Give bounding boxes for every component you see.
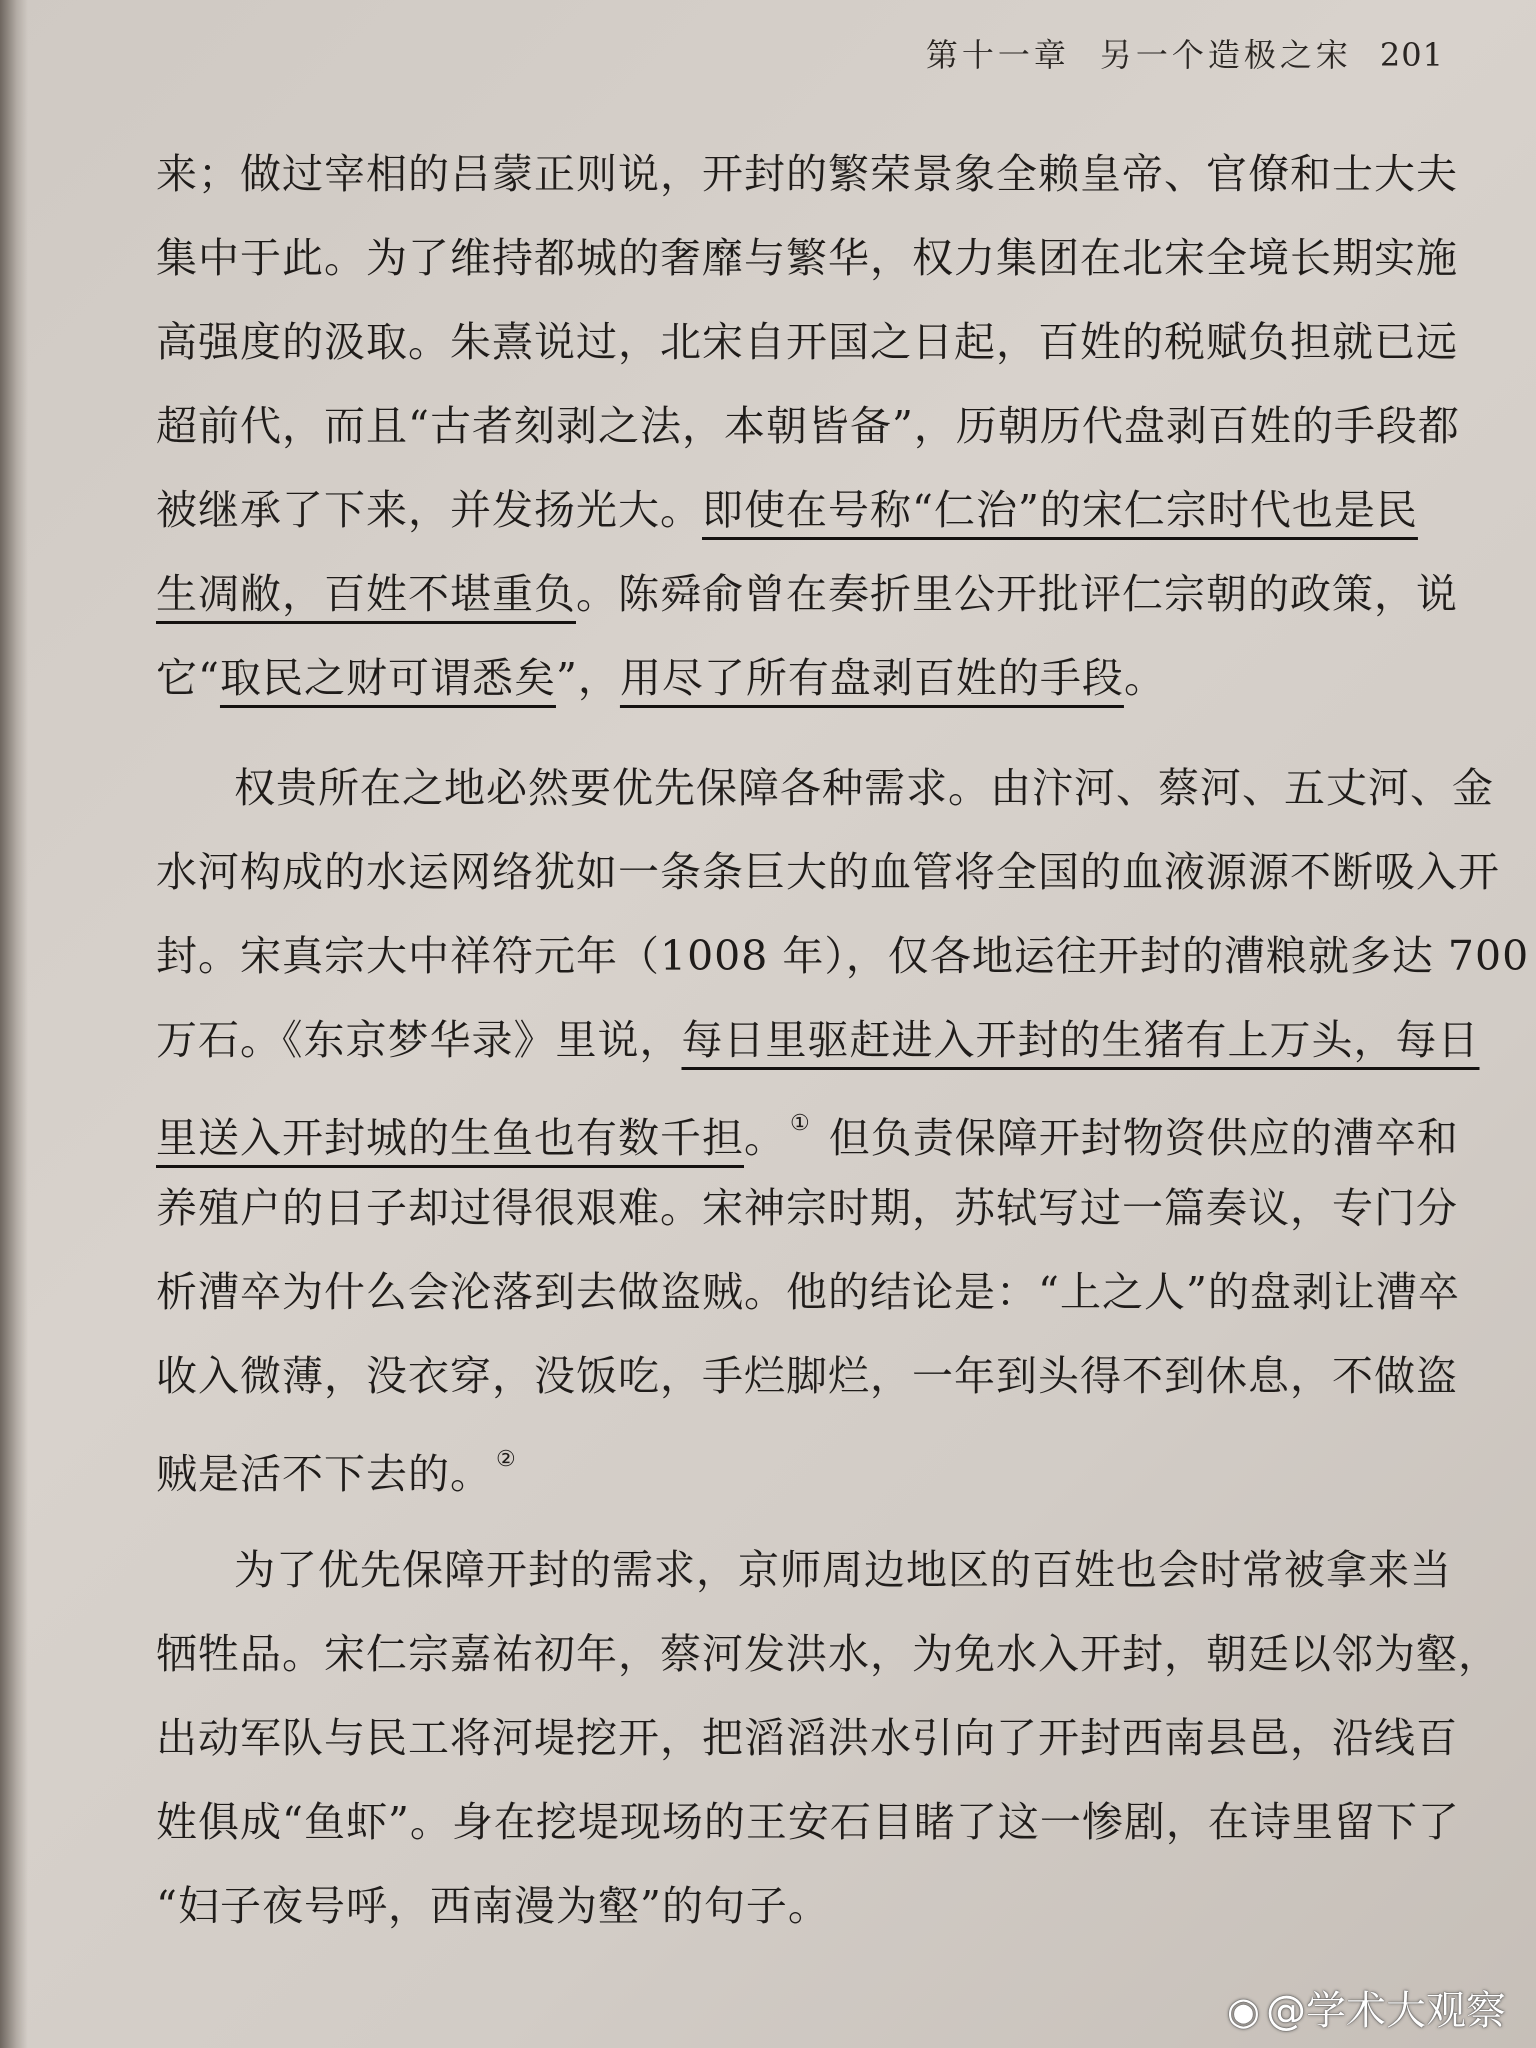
text-line: 万石。《东京梦华录》里说，每日里驱赶进入开封的生猪有上万头，每日	[156, 1016, 1480, 1064]
running-header	[926, 30, 1444, 76]
text-line: 析漕卒为什么会沦落到去做盗贼。他的结论是：“上之人”的盘剥让漕卒	[156, 1268, 1460, 1316]
footnote-marker[interactable]: ①	[790, 1111, 811, 1136]
weibo-logo-icon: ◉	[1226, 1989, 1260, 2033]
paragraph-start-line: 为了优先保障开封的需求，京师周边地区的百姓也会时常被拿来当	[234, 1546, 1452, 1594]
underlined-text: 取民之财可谓悉矣	[219, 654, 556, 702]
text-line: 超前代，而且“古者刻剥之法，本朝皆备”，历朝历代盘剥百姓的手段都	[156, 402, 1460, 450]
book-body-text	[156, 132, 1530, 1948]
book-spine-shadow	[0, 0, 28, 2048]
paragraph-start-line: 权贵所在之地必然要优先保障各种需求。由汴河、蔡河、五丈河、金	[234, 764, 1494, 812]
text-line: 封。宋真宗大中祥符元年（1008 年），仅各地运往开封的漕粮就多达 700	[156, 932, 1530, 980]
weibo-watermark	[1227, 1979, 1506, 2036]
text-line: 它“取民之财可谓悉矣”，用尽了所有盘剥百姓的手段。	[156, 654, 1166, 702]
chapter-title: 另一个造极之宋	[1099, 36, 1352, 74]
text-line: 集中于此。为了维持都城的奢靡与繁华，权力集团在北宋全境长期实施	[156, 234, 1458, 282]
watermark-text: @学术大观察	[1266, 1988, 1506, 2034]
underlined-text: 用尽了所有盘剥百姓的手段	[619, 654, 1124, 702]
underlined-text: 每日里驱赶进入开封的生猪有上万头，每日	[681, 1016, 1480, 1064]
text-line: 里送入开封城的生鱼也有数千担。 ① 但负责保障开封物资供应的漕卒和	[156, 1111, 1459, 1162]
underlined-text: 里送入开封城的生鱼也有数千担	[156, 1114, 744, 1162]
text-line: “妇子夜号呼，西南漫为壑”的句子。	[156, 1882, 830, 1930]
text-line: 来；做过宰相的吕蒙正则说，开封的繁荣景象全赖皇帝、官僚和士大夫	[156, 150, 1458, 198]
text-line: 被继承了下来，并发扬光大。即使在号称“仁治”的宋仁宗时代也是民	[156, 486, 1418, 534]
text-line: 养殖户的日子却过得很艰难。宋神宗时期，苏轼写过一篇奏议，专门分	[156, 1184, 1458, 1232]
text-line: 水河构成的水运网络犹如一条条巨大的血管将全国的血液源源不断吸入开	[156, 848, 1500, 896]
text-line: 牺牲品。宋仁宗嘉祐初年，蔡河发洪水，为免水入开封，朝廷以邻为壑，	[156, 1630, 1500, 1678]
text-line: 高强度的汲取。朱熹说过，北宋自开国之日起，百姓的税赋负担就已远	[156, 318, 1458, 366]
footnote-marker[interactable]: ②	[496, 1447, 517, 1472]
page-number: 201	[1379, 36, 1444, 74]
underlined-text: 生凋敝，百姓不堪重负	[156, 570, 576, 618]
chapter-number: 第十一章	[925, 36, 1070, 74]
text-line: 贼是活不下去的。 ②	[156, 1447, 517, 1498]
text-line: 姓俱成“鱼虾”。身在挖堤现场的王安石目睹了这一惨剧，在诗里留下了	[156, 1798, 1460, 1846]
text-line: 收入微薄，没衣穿，没饭吃，手烂脚烂，一年到头得不到休息，不做盗	[156, 1352, 1458, 1400]
text-line: 生凋敝，百姓不堪重负。陈舜俞曾在奏折里公开批评仁宗朝的政策，说	[156, 570, 1458, 618]
text-line: 出动军队与民工将河堤挖开，把滔滔洪水引向了开封西南县邑，沿线百	[156, 1714, 1458, 1762]
underlined-text: 即使在号称“仁治”的宋仁宗时代也是民	[702, 486, 1418, 534]
